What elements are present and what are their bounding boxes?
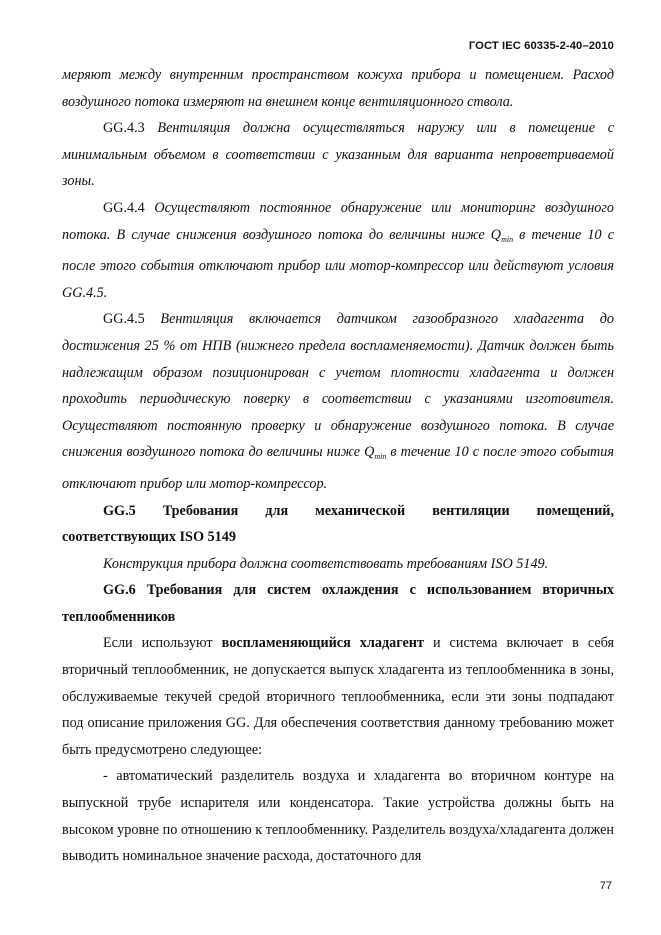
clause-gg-6-text (62, 630, 614, 763)
clause-gg-5-text: Конструкция прибора должна соответствовать требованиям ISO 5149. (103, 555, 549, 572)
clause-gg-4-5 (62, 306, 614, 497)
clause-text: Вентиляция включается датчиком газообразного хладагента до достижения 25 % от НПВ (нижнего предела воспламеняемости). Датчик должен быть надлежащим образом позиционирован с учетом плотности хладагента и должен проходить периодическую поверку в соответствии с указаниями изготовителя. Осуществляют постоянную проверку и обнаружение воздушного потока. В случае снижения воздушного потока до величины ниже Q (62, 311, 614, 461)
subscript-min: min (501, 234, 514, 244)
subscript-min: min (374, 452, 387, 462)
document-body (62, 62, 614, 870)
bold-term: воспламеняющийся хладагент (221, 635, 424, 652)
standard-header: ГОСТ IEC 60335-2-40–2010 (468, 40, 614, 52)
section-heading-gg-5: GG.5 Требования для механической вентиляции помещений, соответствующих ISO 5149 (62, 502, 614, 546)
clause-text-cont: в течение 10 с после этого события отключают прибор или мотор-компрессор. (62, 444, 614, 492)
section-heading-gg-6: GG.6 Требования для систем охлаждения с использованием вторичных теплообменников (62, 582, 614, 625)
paragraph-continuation: меряют между внутренним пространством кожуха прибора и помещением. Расход воздушного потока измеряют на внешнем конце вентиляционного ствола. (62, 67, 614, 110)
clause-number: GG.4.4 (103, 199, 145, 216)
page-number: 77 (599, 880, 612, 892)
clause-gg-4-4 (62, 195, 614, 306)
list-item: - автоматический разделитель воздуха и хладагента во вторичном контуре на выпускной трубе испарителя или конденсатора. Такие устройства должны быть на высоком уровне по отношению к теплообменнику. Разделитель воздуха/хладагента должен выводить номинальное значение расхода, достаточного для (62, 768, 614, 865)
clause-gg-4-3 (62, 115, 614, 195)
clause-number: GG.4.3 (103, 120, 145, 137)
clause-number: GG.4.5 (103, 311, 145, 328)
text-run: Если используют (103, 635, 222, 652)
clause-text-cont: в течение 10 с после этого события отключают прибор или мотор-компрессор или действуют условия GG.4.5. (62, 226, 614, 301)
clause-text: Осуществляют постоянное обнаружение или мониторинг воздушного потока. В случае снижения воздушного потока до величины ниже Q (62, 199, 614, 243)
clause-text: Вентиляция должна осуществляться наружу или в помещение с минимальным объемом в соответствии с указанным для варианта непроветриваемой зоны. (62, 120, 614, 190)
text-run: и система включает в себя вторичный теплообменник, не допускается выпуск хладагента из теплообменника в зоны, обслуживаемые текучей средой вторичного теплообменника, если эти зоны подпадают под описание приложения GG. Для обеспечения соответствия данному требованию может быть предусмотрено следующее: (62, 635, 615, 758)
